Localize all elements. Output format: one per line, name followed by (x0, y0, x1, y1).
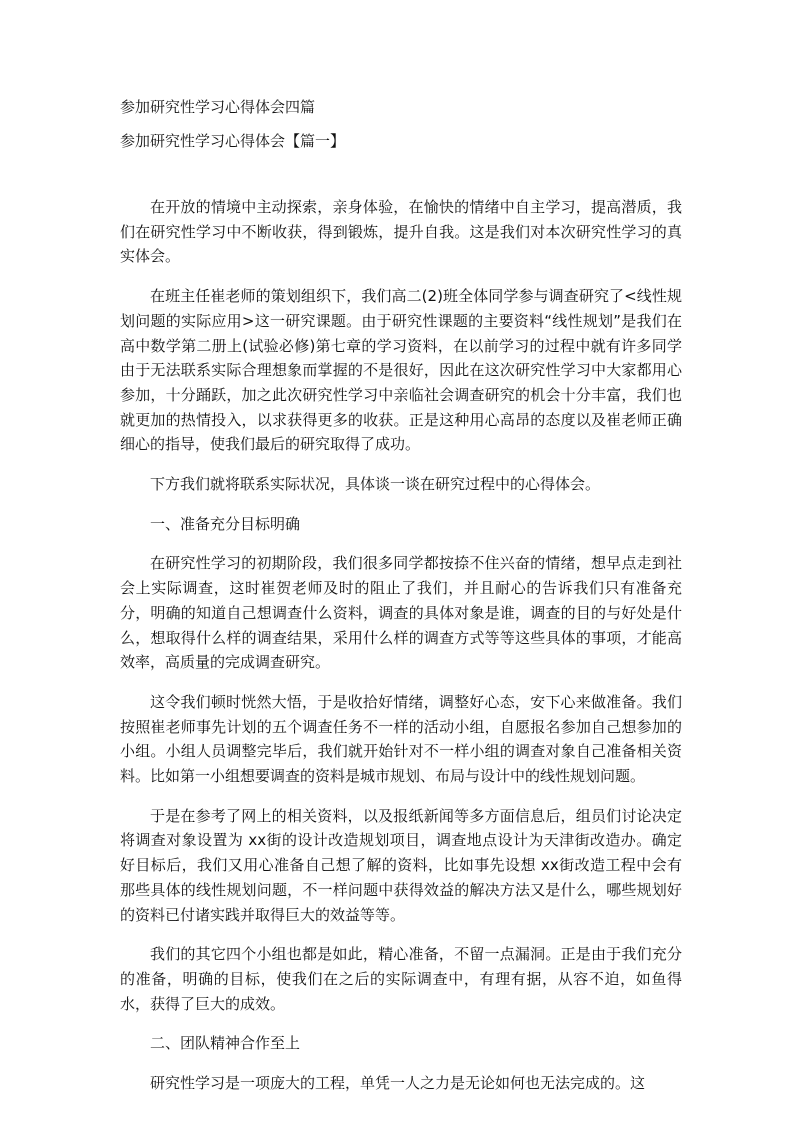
paragraph: 研究性学习是一项庞大的工程，单凭一人之力是无论如何也无法完成的。这 (150, 1074, 646, 1093)
paragraph: 在开放的情境中主动探索，亲身体验，在愉快的情绪中自主学习，提高潜质，我们在研究性学习中不断收获，得到锻炼，提升自我。这是我们对本次研究性学习的真实体会。 (120, 198, 682, 266)
section-heading: 一、准备充分目标明确 (150, 514, 301, 533)
section-heading: 二、团队精神合作至上 (150, 1034, 301, 1053)
paragraph: 在研究性学习的初期阶段，我们很多同学都按捺不住兴奋的情绪，想早点走到社会上实际调查，这时崔贺老师及时的阻止了我们，并且耐心的告诉我们只有准备充分，明确的知道自己想调查什么资料，调查的具体对象是谁，调查的目的与好处是什么，想取得什么样的调查结果，采用什么样的调查方式等等这些具体的事项，才能高效率，高质量的完成调查研究。 (120, 554, 682, 672)
paragraph: 于是在参考了网上的相关资料，以及报纸新闻等多方面信息后，组员们讨论决定将调查对象设置为 xx街的设计改造规划项目，调查地点设计为天津街改造办。确定好目标后，我们又用心准备自己想了解的资料，比如事先设想 xx街改造工程中会有那些具体的线性规划问题，不一样问题中获得效益的解决方法又是什么，哪些规划好的资料已付诸实践并取得巨大的效益等等。 (120, 806, 682, 924)
document-body (120, 195, 682, 1111)
paragraph: 在班主任崔老师的策划组织下，我们高二(2)班全体同学参与调查研究了<线性规划问题的实际应用>这一研究课题。由于研究性课题的主要资料“线性规划”是我们在高中数学第二册上(试验必修)第七章的学习资料，在以前学习的过程中就有许多同学由于无法联系实际合理想象而掌握的不是很好，因此在这次研究性学习中大家都用心参加，十分踊跃，加之此次研究性学习中亲临社会调查研究的机会十分丰富，我们也就更加的热情投入，以求获得更多的收获。正是这种用心高昂的态度以及崔老师正确细心的指导，使我们最后的研究取得了成功。 (120, 287, 682, 454)
document-subtitle: 参加研究性学习心得体会【篇一】 (120, 132, 346, 150)
document-title: 参加研究性学习心得体会四篇 (120, 98, 316, 116)
paragraph: 这令我们顿时恍然大悟，于是收拾好情绪，调整好心态，安下心来做准备。我们按照崔老师事先计划的五个调查任务不一样的活动小组，自愿报名参加自己想参加的小组。小组人员调整完毕后，我们就开始针对不一样小组的调查对象自己准备相关资料。比如第一小组想要调查的资料是城市规划、布局与设计中的线性规划问题。 (120, 692, 682, 786)
paragraph: 我们的其它四个小组也都是如此，精心准备，不留一点漏洞。正是由于我们充分的准备，明确的目标，使我们在之后的实际调查中，有理有据，从容不迫，如鱼得水，获得了巨大的成效。 (120, 945, 682, 1013)
paragraph: 下方我们就将联系实际状况，具体谈一谈在研究过程中的心得体会。 (150, 475, 601, 494)
